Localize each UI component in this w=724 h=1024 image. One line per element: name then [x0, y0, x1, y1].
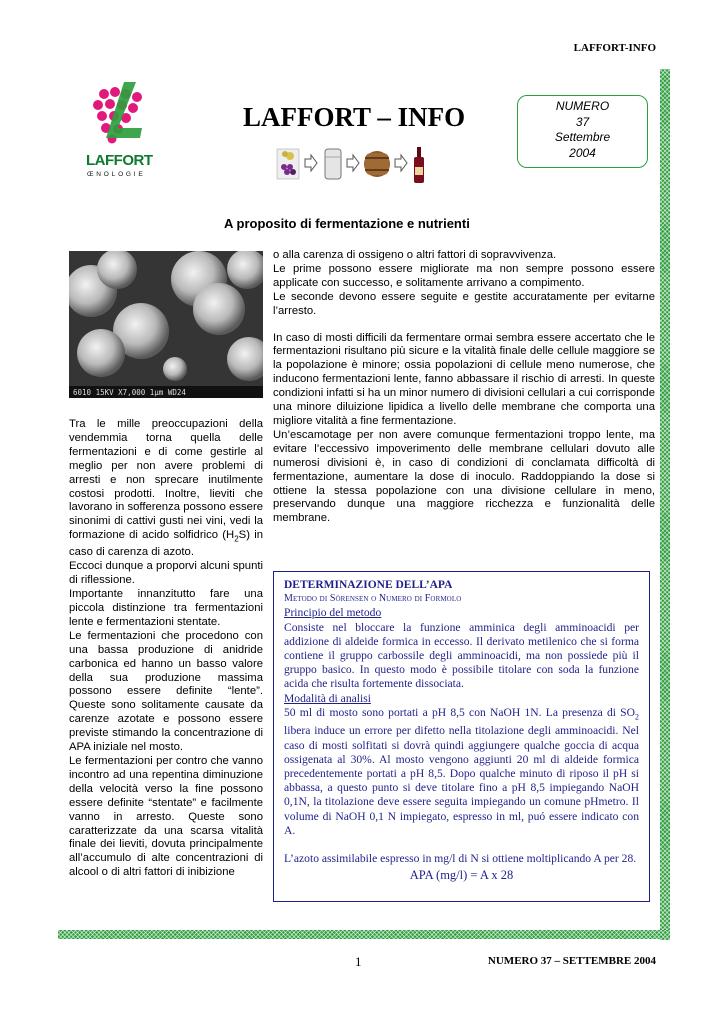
- paragraph: L’azoto assimilabile espresso in mg/l di N si ottiene moltiplicando A per 28.: [284, 851, 637, 865]
- paragraph: o alla carenza di ossigeno o altri fattori di sopravvivenza.: [273, 249, 557, 261]
- logo-wordmark: LAFFORT: [86, 152, 153, 169]
- issue-label: NUMERO: [555, 99, 610, 113]
- logo-subtitle: ŒNOLOGIE: [87, 171, 146, 178]
- barrel-icon: [364, 151, 390, 177]
- paragraph: Le fermentazioni per contro che vanno incontro ad una repentina diminuzione della velocità verso la fine possono essere definite “stentate” e facilmente vanno in arresto. Queste sono caratterizzate da una scarsa vitalità finale dei lieviti, dovuta principalmente all’accumulo di alte concentrazioni di alcool o di altri fattori di inibizione: [69, 755, 263, 879]
- apa-method-box: [273, 571, 650, 902]
- page-title: LAFFORT – INFO: [243, 102, 466, 132]
- yeast-micrograph-image: [69, 251, 263, 398]
- paragraph: In caso di mosti difficili da fermentare ormai sembra essere accertato che le fermentazioni risultano più sicure e la vitalità finale delle cellule maggiore se la popolazione è minore; ossia popolazioni di cellule meno numerose, che inducono fermentazioni lente, fanno abbassare il rischio di arresti. In queste condizioni infatti si ha un minor numero di divisioni cellulari a cui corrisponde una minore diluizione lipidica a livello delle membrane che comporta una migliore vitalità a fine fermentazione.: [273, 331, 655, 427]
- paragraph: 50 ml di mosto sono portati a pH 8,5 con NaOH 1N. La presenza di $SO_2$ libera induce un errore per difetto nella titolazione degli amminoacidi. Nel caso di mosti solfitati si dovrà quindi aggiungere qualche goccia di acqua ossigenata al 30%. Al mosto vengono aggiunti 20 ml di aldeide formica precedentemente portati a pH 8,5. Dopo qualche minuto di riposo il pH si abbassa, a questo punto si deve titolare fino a pH 8,5 impiegando NaOH 0,1N, la titolazione deve essere seguita impiegando un comune pHmetro. Il volume di NaOH 0,1 N impiegato, espresso in ml, puó essere indicato con A.: [284, 705, 639, 837]
- paragraph: Un’escamotage per non avere comunque fermentazioni troppo lente, ma evitare l’eccessivo impoverimento delle membrane cellulari dovuto alle numerosi divisioni è, in caso di condizioni di conclamata difficoltà di fermentazione, aumentare la dose di inoculo. Raddoppiando la dose si ottiene la stessa popolazione con una divisione cellulare in meno, preservando dunque una maggiore ricchezza e funzionalità delle membrane.: [273, 428, 655, 525]
- footer-issue: NUMERO 37 – SETTEMBRE 2004: [487, 955, 656, 967]
- issue-month: Settembre: [554, 130, 611, 144]
- article-right-column: [273, 249, 655, 526]
- page-number: 1: [355, 954, 362, 969]
- bottle-icon: [414, 147, 424, 183]
- micrograph-caption: 6010 15KV X7,000 1μm WD24: [73, 388, 186, 397]
- bottom-decorative-bar: [58, 930, 670, 939]
- arrow-right-icon: [305, 155, 317, 171]
- process-icons: [275, 145, 435, 185]
- issue-badge: [517, 95, 648, 168]
- arrow-right-icon: [395, 155, 407, 171]
- paragraph: Consiste nel bloccare la funzione amminica degli amminoacidi per addizione di aldeide formica in eccesso. Il derivato metilenico che si forma contiene il gruppo carbossile degli amminoacidi, ma non possiede più il gruppo basico. In questo modo è possibile titolare con soda la funzione acida che risulta fortemente dissociata.: [284, 620, 639, 691]
- paragraph: Le prime possono essere migliorate ma non sempre possono essere applicate con successo, e solitamente arrivano a compimento.: [273, 262, 655, 289]
- box-subtitle: Metodo di Sörensen o Numero di Formolo: [284, 593, 462, 605]
- paragraph: Tra le mille preoccupazioni della vendemmia torna quella delle fermentazioni e di come gestirle al meglio per non avere problemi di arresti e non sprecare inutilmente costosi prodotti. Inoltre, lieviti che lavorano in sofferenza possono essere sinonimi di cattivi gusti nei vini, vedi la formazione di acido solfidrico $(H_2S)$ in caso di carenza di azoto.: [69, 418, 264, 559]
- running-header: LAFFORT-INFO: [573, 42, 656, 54]
- paragraph: Importante innanzitutto fare una piccola distinzione tra fermentazioni lente e fermentazioni stentate.: [69, 588, 263, 628]
- issue-number: 37: [575, 114, 590, 129]
- paragraph: Eccoci dunque a proporvi alcuni spunti di riflessione.: [69, 560, 263, 587]
- section-heading: Modalità di analisi: [284, 691, 371, 705]
- box-title: DETERMINAZIONE DELL’APA: [284, 579, 453, 591]
- arrow-right-icon: [347, 155, 359, 171]
- paragraph: Le seconde devono essere seguite e gestite accuratamente per evitarne l’arresto.: [273, 290, 655, 317]
- grapes-icon: [277, 149, 299, 179]
- tank-icon: [325, 149, 341, 179]
- section-heading: Principio del metodo: [284, 606, 382, 620]
- issue-year: 2004: [569, 145, 596, 160]
- right-decorative-bar: [660, 69, 670, 940]
- article-left-column: [69, 418, 263, 880]
- article-title: A proposito di fermentazione e nutrienti: [224, 216, 470, 231]
- apa-formula: APA (mg/l) = A x 28: [409, 868, 514, 883]
- paragraph: Le fermentazioni che procedono con una bassa produzione di anidride carbonica ed hanno un basso valore della sua produzione massima possono essere definite “lente”. Queste sono solitamente causate da carenze azotate e possono essere previste stimando la concentrazione di APA iniziale nel mosto.: [69, 629, 263, 754]
